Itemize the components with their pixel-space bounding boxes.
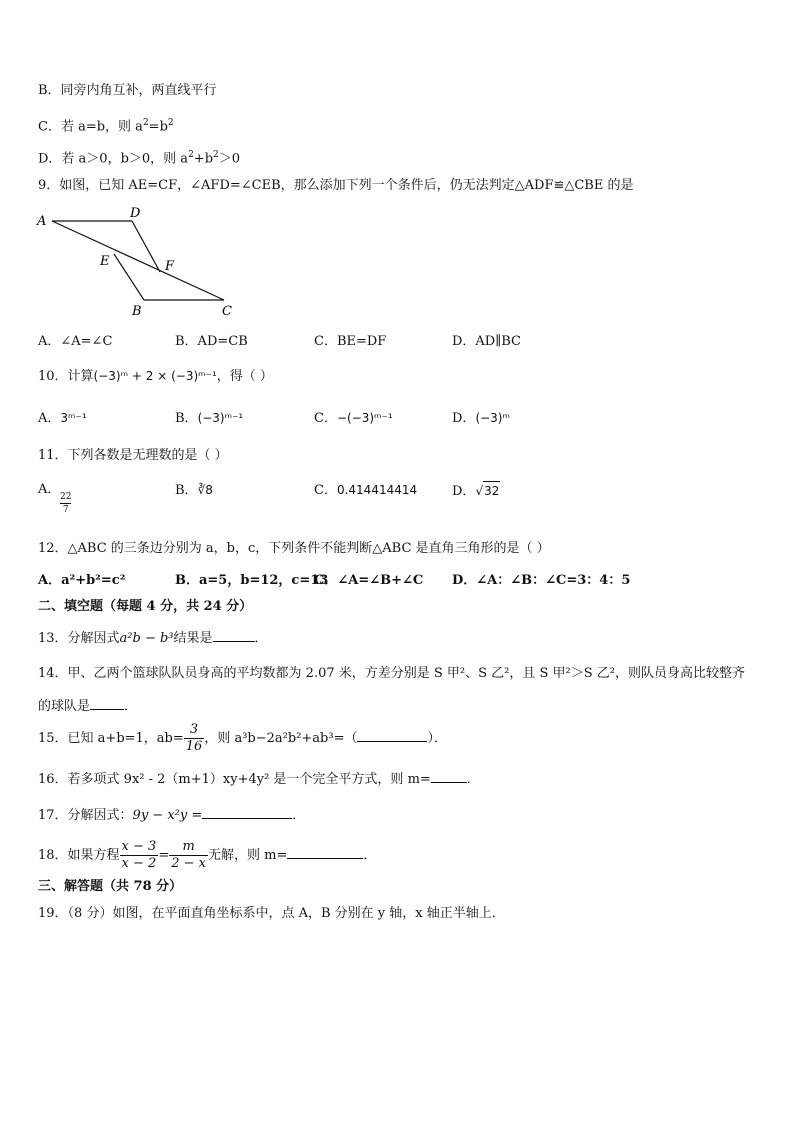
q12-option-d: D．∠A：∠B：∠C=3：4：5 — [452, 573, 631, 588]
q11-stem: 11．下列各数是无理数的是（ ） — [38, 448, 228, 463]
q14-line1: 14．甲、乙两个篮球队队员身高的平均数都为 2.07 米，方差分别是 S 甲²、S 乙²，且 S 甲²＞S 乙²，则队员身高比较整齐 — [38, 666, 746, 681]
q11-option-a: A． — [38, 482, 61, 497]
q9-figure — [34, 205, 244, 320]
q16: 16．若多项式 9x² - 2（m+1）xy+4y² 是一个完全平方式，则 m= ． — [38, 772, 480, 787]
q12-option-a: A．a²+b²=c² — [38, 573, 126, 588]
q10-option-a: A．3ᵐ⁻¹ — [38, 411, 87, 426]
q17: 17．分解因式：9y − x²y = ． — [38, 808, 306, 823]
label-f: F — [165, 259, 175, 274]
q14-line2: 的球队是 ． — [38, 699, 138, 714]
q10-option-d: D．(−3)ᵐ — [452, 411, 510, 426]
q10-expression: (−3)ᵐ + 2 × (−3)ᵐ⁻¹ — [93, 369, 217, 383]
q17-answer-blank — [202, 806, 292, 819]
q17-expression: 9y − x²y = — [132, 808, 203, 823]
q19-stem: 19．（8 分）如图，在平面直角坐标系中，点 A，B 分别在 y 轴，x 轴正半轴上． — [38, 906, 505, 921]
q11-option-a-fraction: 22 7 — [60, 492, 72, 515]
q10-option-c: C．−(−3)ᵐ⁻¹ — [314, 411, 393, 426]
q8-option-c: C．若 a=b，则 $a^2=b^2$ — [38, 118, 174, 135]
q11-option-d: D．√32 — [452, 481, 500, 501]
q13-answer-blank — [213, 629, 255, 642]
q18-fraction-left: $\frac{x - 3}{x - 2}$ — [121, 839, 157, 871]
q18-fraction-right: $\frac{m}{2 - x}$ — [171, 839, 206, 871]
q10-option-b: B．(−3)ᵐ⁻¹ — [175, 411, 244, 426]
q15-fraction: $\frac{3}{16}$ — [185, 722, 203, 754]
q12-stem: 12．△ABC 的三条边分别为 a，b，c，下列条件不能判断△ABC 是直角三角形的是（ ） — [38, 541, 550, 556]
q18-answer-blank — [287, 846, 363, 859]
q11-option-b: B．∛8 — [175, 483, 213, 498]
q15-answer-blank — [357, 729, 427, 742]
label-c: C — [222, 304, 232, 319]
label-d: D — [130, 206, 141, 221]
q13: 13．分解因式a²b − b³结果是 ． — [38, 631, 268, 646]
q9-option-c: C．BE=DF — [314, 334, 387, 349]
section-solutions-heading: 三、解答题（共 78 分） — [38, 879, 183, 894]
q15: 15．已知 a+b=1，ab= $\frac{3}{16}$ ，则 a³b−2a²b²+ab³=（ ）． — [38, 722, 447, 754]
q12-option-c: C．∠A=∠B+∠C — [314, 573, 424, 588]
q11-option-c: C．0.414414414 — [314, 483, 418, 498]
label-a: A — [37, 214, 47, 229]
q8-option-b: B．同旁内角互补，两直线平行 — [38, 83, 217, 98]
q9-option-b: B．AD=CB — [175, 334, 248, 349]
q12-option-b: B．a=5，b=12，c=13 — [175, 573, 329, 588]
q9-option-a: A．∠A=∠C — [38, 334, 113, 349]
q16-answer-blank — [431, 770, 467, 783]
section-fill-in-heading: 二、填空题（每题 4 分，共 24 分） — [38, 599, 253, 614]
q14-answer-blank — [90, 697, 124, 710]
label-b: B — [132, 304, 142, 319]
label-e: E — [100, 254, 110, 269]
q13-expression: a²b − b³ — [119, 631, 174, 646]
q18: 18．如果方程 $\frac{x - 3}{x - 2}$ = $\frac{m}{2 - x}$ 无解，则 m= ． — [38, 839, 377, 871]
q10-stem: 10．计算(−3)ᵐ + 2 × (−3)ᵐ⁻¹，得（ ） — [38, 369, 273, 384]
q8-option-d: D．若 a＞0，b＞0，则 $a^2+b^2>0$ — [38, 150, 241, 167]
q9-option-d: D．AD∥BC — [452, 334, 521, 349]
q9-stem: 9．如图，已知 AE=CF，∠AFD=∠CEB，那么添加下列一个条件后，仍无法判定△ADF≌△CBE 的是 — [38, 178, 634, 193]
